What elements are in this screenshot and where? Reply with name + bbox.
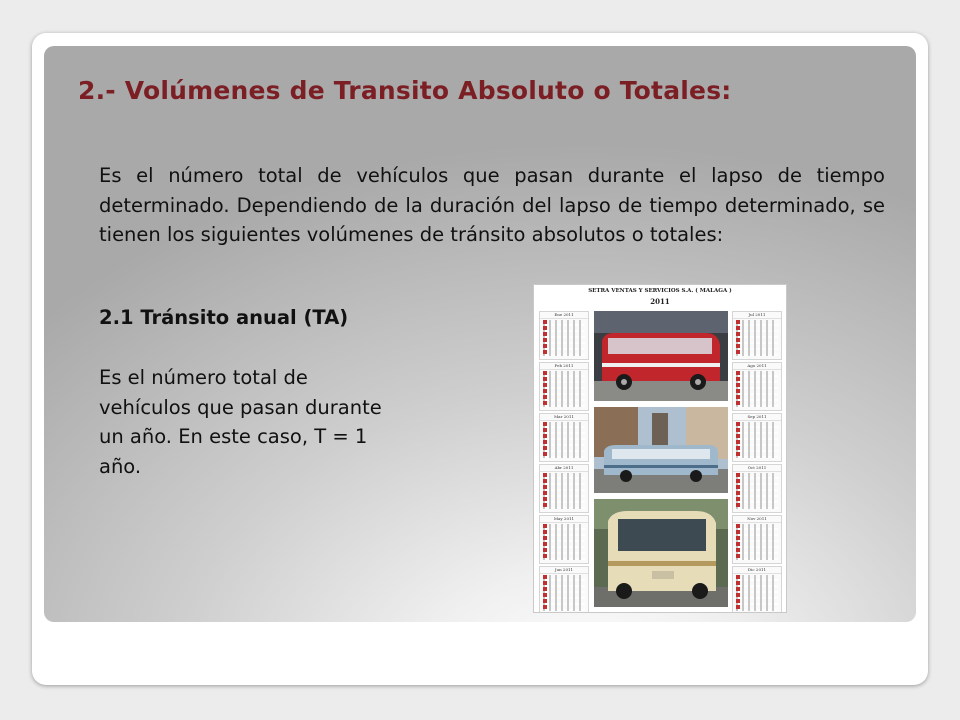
definition-paragraph: Es el número total de vehículos que pasan durante un año. En este caso, T = 1 año. — [99, 366, 382, 478]
calendar-month: Nov 2011 — [732, 515, 782, 564]
calendar-month: Feb 2011 — [539, 362, 589, 411]
blue-bus-photo — [594, 407, 728, 493]
calendar-month: Ene 2011 — [539, 311, 589, 360]
calendar-month: Oct 2011 — [732, 464, 782, 513]
calendar-year: 2011 — [650, 297, 670, 306]
calendar-month: Mar 2011 — [539, 413, 589, 462]
calendar-month: Abr 2011 — [539, 464, 589, 513]
calendar-month: Ago 2011 — [732, 362, 782, 411]
calendar-month: Sep 2011 — [732, 413, 782, 462]
section-subheading: 2.1 Tránsito anual (TA) — [99, 306, 349, 329]
calendar-months-left — [539, 311, 589, 613]
calendar-month: Dic 2011 — [732, 566, 782, 613]
intro-paragraph: Es el número total de vehículos que pasan durante el lapso de tiempo determinado. Dependiendo de la duración del lapso de tiempo determinado, se tienen los siguientes volúmenes de tránsito absolutos o totales: — [99, 164, 885, 246]
cream-bus-photo — [594, 499, 728, 607]
calendar-month: Jun 2011 — [539, 566, 589, 613]
calendar-month: Jul 2011 — [732, 311, 782, 360]
calendar-months-right — [732, 311, 782, 613]
calendar-company: SETRA VENTAS Y SERVICIOS S.A. ( MALAGA ) — [588, 288, 732, 294]
red-bus-photo — [594, 311, 728, 401]
bus-calendar-image — [533, 284, 787, 613]
slide-title: 2.- Volúmenes de Transito Absoluto o Totales: — [78, 76, 732, 105]
calendar-month: May 2011 — [539, 515, 589, 564]
